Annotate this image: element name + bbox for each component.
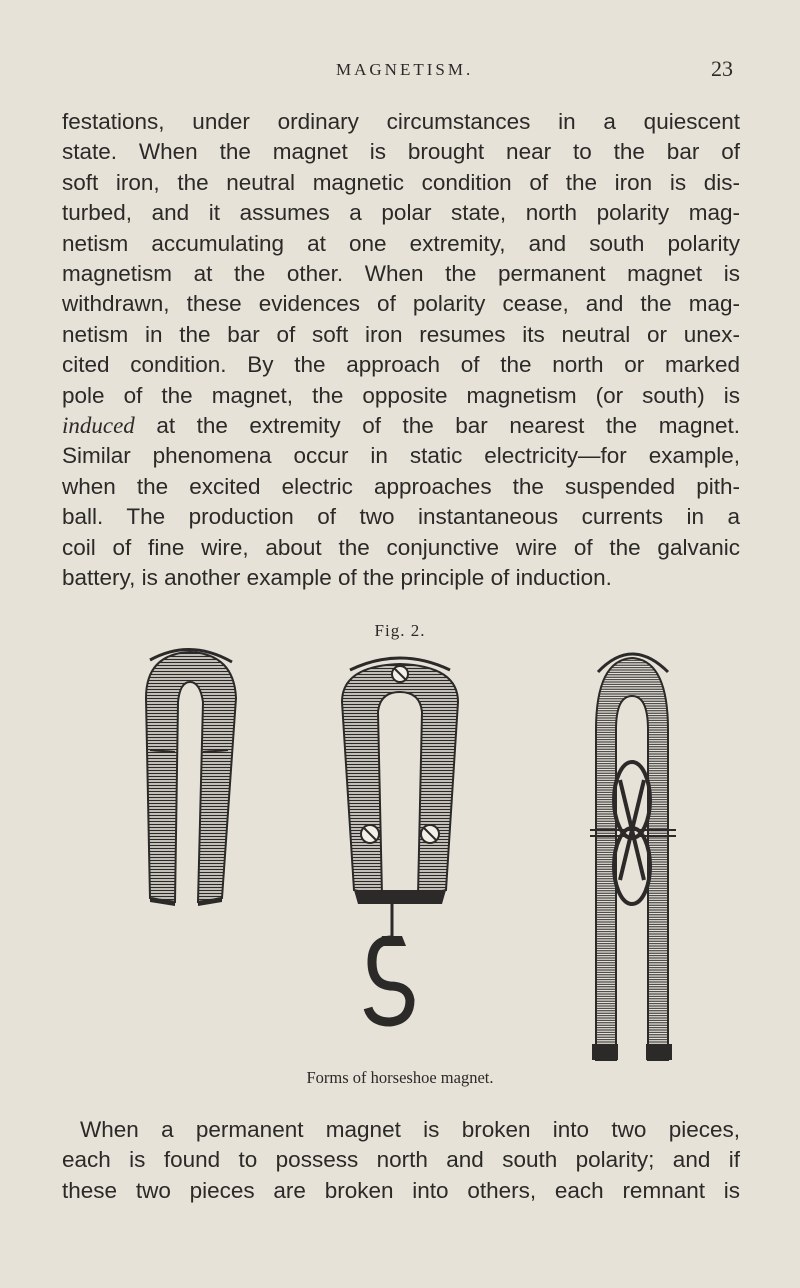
text-line: withdrawn, these evidences of polarity cease, and the mag- (62, 291, 740, 317)
text-line: state. When the magnet is brought near to the bar of (62, 139, 740, 165)
text-line: each is found to possess north and south polarity; and if (62, 1147, 740, 1173)
text-line: these two pieces are broken into others, each remnant is (62, 1177, 740, 1203)
running-head (0, 58, 800, 88)
paragraph-2 (62, 1115, 740, 1206)
italic-term: induced (62, 413, 135, 439)
text-line: cited condition. By the approach of the north or marked (62, 352, 740, 378)
text-line: magnetism at the other. When the permanent magnet is (62, 261, 740, 287)
text-line: pole of the magnet, the opposite magnetism (or south) is (62, 382, 740, 408)
text-line-rest: at the extremity of the bar nearest the magnet. (134, 413, 740, 439)
page-number: 23 (711, 56, 733, 81)
figure-caption: Forms of horseshoe magnet. (306, 1068, 494, 1087)
text-line: soft iron, the neutral magnetic condition of the iron is dis- (62, 169, 740, 195)
text-line: netism in the bar of soft iron resumes its neutral or unex- (62, 321, 740, 347)
text-line: festations, under ordinary circumstances in a quiescent (62, 109, 740, 134)
horseshoe-magnet-1 (146, 649, 236, 906)
figure-horseshoe-magnets (0, 640, 800, 1065)
running-title: MAGNETISM. (336, 60, 474, 79)
text-line: ball. The production of two instantaneous currents in a (62, 504, 740, 530)
horseshoe-magnet-2 (342, 658, 458, 1022)
text-line: coil of fine wire, about the conjunctive wire of the galvanic (62, 534, 740, 560)
text-line: when the excited electric approaches the suspended pith- (62, 473, 740, 499)
text-line: battery, is another example of the principle of induction. (62, 565, 612, 591)
text-line: netism accumulating at one extremity, and south polarity (62, 230, 740, 256)
text-line: turbed, and it assumes a polar state, north polarity mag- (62, 200, 740, 226)
figure-label: Fig. 2. (374, 621, 426, 640)
text-line: When a permanent magnet is broken into two pieces, (80, 1117, 740, 1142)
text-line (62, 411, 740, 441)
horseshoe-magnet-3 (590, 654, 676, 1060)
text-line: Similar phenomena occur in static electricity—for example, (62, 443, 740, 469)
paragraph-1 (62, 107, 740, 594)
